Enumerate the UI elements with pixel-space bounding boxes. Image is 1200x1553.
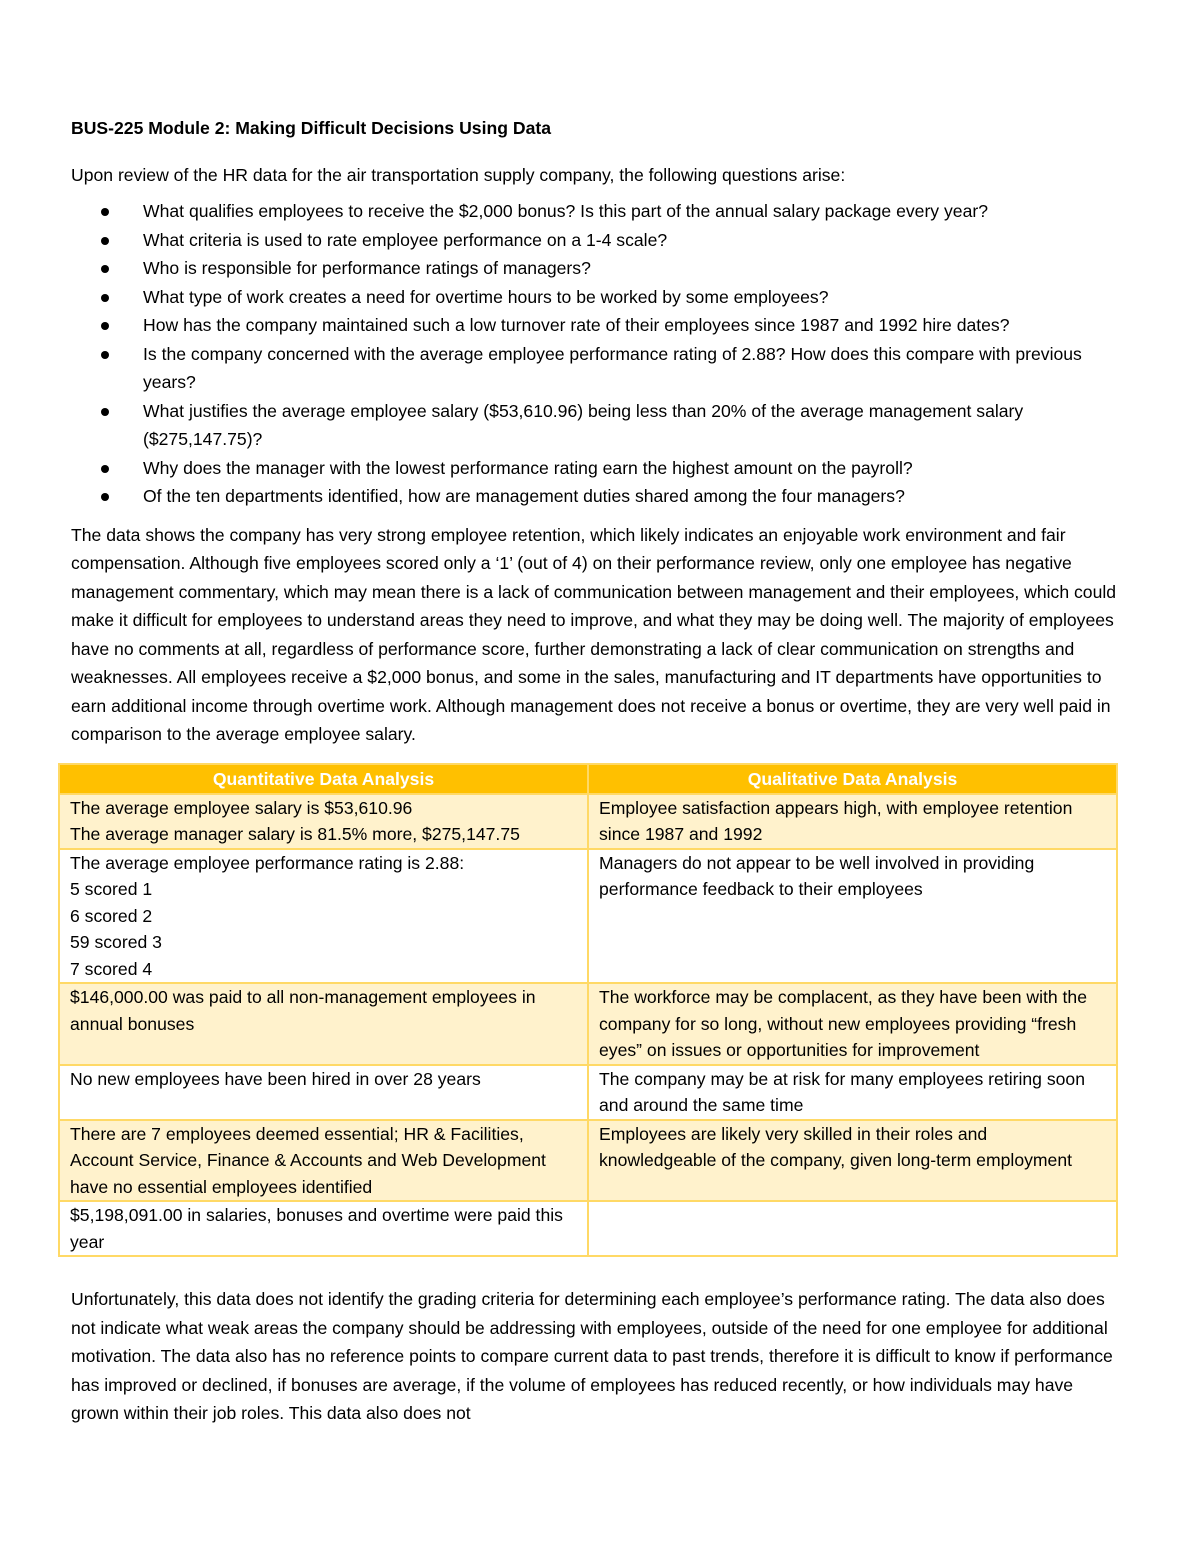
question-item: Why does the manager with the lowest performance rating earn the highest amount on the payroll?: [71, 454, 1123, 483]
quantitative-cell: The average employee salary is $53,610.96 The average manager salary is 81.5% more, $275,147.75: [59, 794, 588, 849]
table-row: [59, 983, 1117, 1065]
quantitative-cell: There are 7 employees deemed essential; HR & Facilities, Account Service, Finance & Accounts and Web Development have no essential employees identified: [59, 1120, 588, 1202]
questions-list: [71, 197, 1123, 511]
qualitative-cell: Managers do not appear to be well involved in providing performance feedback to their employees: [588, 849, 1117, 984]
qualitative-cell: [588, 1201, 1117, 1256]
document-page: [71, 114, 1123, 1442]
table-row: [59, 1120, 1117, 1202]
question-item: What type of work creates a need for overtime hours to be worked by some employees?: [71, 283, 1123, 312]
analysis-paragraph: The data shows the company has very strong employee retention, which likely indicates an enjoyable work environment and fair compensation. Although five employees scored only a ‘1’ (out of 4) on their performance review, only one employee has negative management commentary, which may mean there is a lack of communication between management and their employees, which could make it difficult for employees to understand areas they need to improve, and what they may be doing well. The majority of employees have no comments at all, regardless of performance score, further demonstrating a lack of clear communication on strengths and weaknesses. All employees receive a $2,000 bonus, and some in the sales, manufacturing and IT departments have opportunities to earn additional income through overtime work. Although management does not receive a bonus or overtime, they are very well paid in comparison to the average employee salary.: [71, 524, 1117, 744]
question-item: Of the ten departments identified, how are management duties shared among the four managers?: [71, 482, 1123, 511]
bullet-icon: [101, 294, 109, 302]
question-item: Who is responsible for performance ratings of managers?: [71, 254, 1123, 283]
quantitative-cell: The average employee performance rating is 2.88: 5 scored 1 6 scored 2 59 scored 3 7 scored 4: [59, 849, 588, 984]
bullet-icon: [101, 465, 109, 473]
document-title: BUS-225 Module 2: Making Difficult Decisions Using Data: [71, 118, 551, 138]
bullet-icon: [101, 408, 109, 416]
analysis-table: [58, 763, 1118, 1258]
question-item: What qualifies employees to receive the $2,000 bonus? Is this part of the annual salary package every year?: [71, 197, 1123, 226]
question-item: How has the company maintained such a low turnover rate of their employees since 1987 and 1992 hire dates?: [71, 311, 1123, 340]
qualitative-header: Qualitative Data Analysis: [588, 764, 1117, 794]
bullet-icon: [101, 493, 109, 501]
question-item: Is the company concerned with the average employee performance rating of 2.88? How does this compare with previous years?: [71, 340, 1123, 397]
quantitative-cell: No new employees have been hired in over 28 years: [59, 1065, 588, 1120]
quantitative-header: Quantitative Data Analysis: [59, 764, 588, 794]
table-row: [59, 794, 1117, 849]
qualitative-cell: Employee satisfaction appears high, with employee retention since 1987 and 1992: [588, 794, 1117, 849]
bullet-icon: [101, 351, 109, 359]
quantitative-cell: $146,000.00 was paid to all non-management employees in annual bonuses: [59, 983, 588, 1065]
table-row: [59, 849, 1117, 984]
table-row: [59, 1201, 1117, 1256]
question-item: What criteria is used to rate employee performance on a 1-4 scale?: [71, 226, 1123, 255]
intro-text: Upon review of the HR data for the air transportation supply company, the following questions arise:: [71, 164, 846, 185]
bullet-icon: [101, 322, 109, 330]
question-item: What justifies the average employee salary ($53,610.96) being less than 20% of the average management salary ($275,147.75)?: [71, 397, 1123, 454]
quantitative-cell: $5,198,091.00 in salaries, bonuses and overtime were paid this year: [59, 1201, 588, 1256]
qualitative-cell: The workforce may be complacent, as they have been with the company for so long, without new employees providing “fresh eyes” on issues or opportunities for improvement: [588, 983, 1117, 1065]
table-row: [59, 1065, 1117, 1120]
qualitative-cell: Employees are likely very skilled in their roles and knowledgeable of the company, given long-term employment: [588, 1120, 1117, 1202]
bullet-icon: [101, 237, 109, 245]
bullet-icon: [101, 208, 109, 216]
qualitative-cell: The company may be at risk for many employees retiring soon and around the same time: [588, 1065, 1117, 1120]
closing-paragraph: Unfortunately, this data does not identify the grading criteria for determining each employee’s performance rating. The data also does not indicate what weak areas the company should be addressing with employees, outside of the need for one employee for additional motivation. The data also has no reference points to compare current data to past trends, therefore it is difficult to know if performance has improved or declined, if bonuses are average, if the volume of employees has reduced recently, or how individuals may have grown within their job roles. This data also does not: [71, 1289, 1113, 1423]
bullet-icon: [101, 265, 109, 273]
